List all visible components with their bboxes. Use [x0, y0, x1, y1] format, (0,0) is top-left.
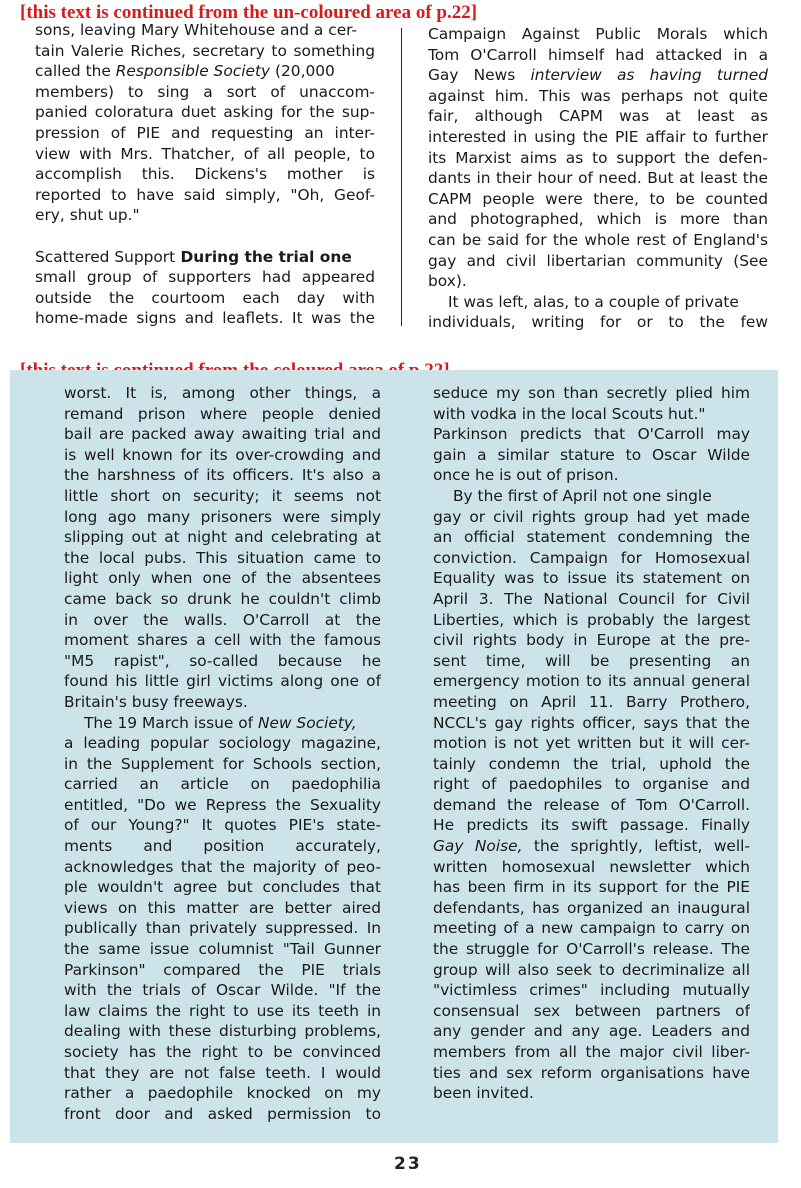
text-line: views on this matter are better aired	[64, 898, 381, 917]
text-segment: the sprightly, leftist, well-	[522, 837, 750, 856]
text-line: of our Young?" It quotes PIE's state-	[64, 816, 381, 835]
text-line: Parkinson" compared the PIE trials	[64, 960, 381, 979]
text-line: conviction. Campaign for Homosexual	[433, 548, 750, 567]
text-line: carried an article on paedophilia	[64, 775, 381, 794]
text-line: small group of supporters had appeared	[35, 268, 375, 287]
top-right-column	[428, 24, 768, 333]
text-line: found his little girl victims along one of	[64, 672, 381, 691]
text-line: box).	[428, 272, 467, 291]
text-line: law claims the right to use its teeth in	[64, 1001, 381, 1020]
text-line: panied coloratura duet asking for the sup-	[35, 103, 375, 122]
text-line	[35, 226, 375, 247]
text-line: ties and sex reform organisations have	[433, 1063, 750, 1082]
italic-title: New Society,	[257, 713, 357, 732]
text-line: seduce my son than secretly plied him	[433, 384, 750, 402]
text-line: meeting on April 11. Barry Prothero,	[433, 692, 750, 711]
text-line: civil rights body in Europe at the pre-	[433, 631, 750, 650]
text-line: ments and position accurately,	[64, 837, 381, 856]
top-left-column	[35, 20, 375, 329]
continuation-note-top: [this text is continued from the un-coloured area of p.22]	[20, 2, 478, 23]
text-line	[35, 247, 375, 268]
text-line: Liberties, which is probably the largest	[433, 610, 750, 629]
text-line: ery, shut up."	[35, 206, 140, 225]
text-line: interested in using the PIE affair to further	[428, 127, 768, 146]
text-line: defendants, has organized an inaugural	[433, 898, 750, 917]
text-line: demand the release of Tom O'Carroll.	[433, 795, 750, 814]
text-line: entitled, "Do we Repress the Sexuality	[64, 795, 381, 814]
text-line: NCCL's gay rights officer, says that the	[433, 713, 750, 732]
text-line: Britain's busy freeways.	[64, 692, 248, 711]
text-line: Tom O'Carroll himself had attacked in a	[428, 45, 768, 64]
text-line: gain a similar stature to Oscar Wilde	[433, 445, 750, 464]
text-line: long ago many prisoners were simply	[64, 507, 381, 526]
text-line: front door and asked permission to	[64, 1104, 381, 1123]
text-line: acknowledges that the majority of peo-	[64, 857, 381, 876]
text-line: "M5 rapist", so-called because he	[64, 651, 381, 670]
text-line: Parkinson predicts that O'Carroll may	[433, 425, 750, 444]
text-line: It was left, alas, to a couple of private	[448, 292, 739, 311]
text-line: dants in their hour of need. But at least the	[428, 169, 768, 188]
text-line: home-made signs and leaflets. It was the	[35, 309, 375, 328]
text-line: moment shares a cell with the famous	[64, 631, 381, 650]
text-line: light only when one of the absentees	[64, 569, 381, 588]
text-line: once he is out of prison.	[433, 466, 619, 485]
text-line: accomplish this. Dickens's mother is	[35, 165, 375, 184]
text-line: fair, although CAPM was at least as	[428, 107, 768, 126]
text-line: sons, leaving Mary Whitehouse and a cer-	[35, 21, 358, 39]
text-line: society has the right to be convinced	[64, 1043, 381, 1061]
text-line: April 3. The National Council for Civil	[433, 589, 750, 608]
text-line: in over the walls. O'Carroll at the	[64, 610, 381, 629]
italic-title: Responsible Society	[115, 62, 271, 81]
text-line: slipping out at night and celebrating at	[64, 528, 381, 547]
text-line: sent time, will be presenting an	[433, 651, 750, 670]
text-line: gay and civil libertarian community (See	[428, 251, 768, 270]
text-line: group will also seek to decriminalize all	[433, 960, 750, 979]
text-line: tainly condemn the trial, uphold the	[433, 754, 750, 773]
text-line: an official statement condemning the	[433, 528, 750, 547]
text-line: individuals, writing for or to the few	[428, 313, 768, 332]
text-line: reported to have said simply, "Oh, Geof-	[35, 185, 375, 204]
italic-title: interview as having turned	[515, 66, 768, 85]
text-line: view with Mrs. Thatcher, of all people, to	[35, 144, 375, 163]
text-line: little short on security; it seems not	[64, 486, 381, 505]
text-line: publically than privately suppressed. In	[64, 919, 381, 938]
text-line: ple wouldn't agree but concludes that	[64, 878, 381, 897]
text-line: outside the courtoom each day with	[35, 288, 375, 307]
text-line: written homosexual newsletter which	[433, 857, 750, 876]
text-line: He predicts its swift passage. Finally	[433, 816, 750, 835]
text-line: rather a paedophile knocked on my	[64, 1084, 381, 1103]
text-line	[35, 61, 375, 82]
text-line: the harshness of its officers. It's also a	[64, 466, 381, 485]
text-line: right of paedophiles to organise and	[433, 775, 750, 794]
bottom-right-column	[433, 383, 750, 1104]
text-line	[433, 836, 750, 857]
text-line: pression of PIE and requesting an inter-	[35, 123, 375, 142]
text-line: consensual sex between partners of	[433, 1001, 750, 1020]
text-line: with vodka in the local Scouts hut."	[433, 404, 706, 423]
text-segment: Scattered Support	[35, 247, 176, 266]
text-line: emergency motion to its annual general	[433, 672, 750, 691]
text-line: motion is not yet written but it will cer-	[433, 734, 750, 753]
text-line: gay or civil rights group had yet made	[433, 507, 750, 526]
page-number: 23	[394, 1154, 422, 1174]
text-line	[64, 713, 381, 734]
text-line: in the Supplement for Schools section,	[64, 754, 381, 773]
text-line: worst. It is, among other things, a	[64, 384, 381, 402]
text-line: can be said for the whole rest of England's	[428, 230, 768, 249]
text-line: against him. This was perhaps not quite	[428, 86, 768, 105]
text-line: the local pubs. This situation came to	[64, 548, 381, 567]
text-line: been invited.	[433, 1084, 534, 1103]
text-line: Campaign Against Public Morals which	[428, 25, 768, 43]
text-segment: Gay News	[428, 66, 516, 85]
text-line: and photographed, which is more than	[428, 210, 768, 229]
text-line: CAPM people were there, to be counted	[428, 189, 768, 208]
text-line: the same issue columnist "Tail Gunner	[64, 940, 381, 959]
text-line: By the first of April not one single	[453, 486, 712, 505]
italic-title: Gay Noise,	[433, 837, 523, 856]
text-line: any gender and any age. Leaders and	[433, 1022, 750, 1041]
text-segment: (20,000	[270, 62, 335, 81]
text-line: a leading popular sociology magazine,	[64, 734, 381, 753]
text-line: members from all the major civil liber-	[433, 1043, 750, 1061]
text-segment: called the	[35, 62, 116, 81]
text-segment: The 19 March issue of	[84, 713, 258, 732]
bottom-left-column	[64, 383, 381, 1124]
text-line: members) to sing a sort of unaccom-	[35, 82, 375, 101]
text-line: remand prison where people denied	[64, 404, 381, 423]
text-line: "victimless crimes" including mutually	[433, 981, 750, 1000]
text-line: dealing with these disturbing problems,	[64, 1022, 381, 1041]
section-heading: During the trial one	[175, 247, 352, 266]
text-line: came back so drunk he couldn't climb	[64, 589, 381, 608]
text-line: is well known for its over-crowding and	[64, 445, 381, 464]
text-line: its Marxist aims as to support the defen-	[428, 148, 768, 167]
text-line: Equality was to issue its statement on	[433, 569, 750, 588]
text-line: the struggle for O'Carroll's release. The	[433, 940, 750, 959]
text-line	[428, 65, 768, 86]
text-line: that they are not false teeth. I would	[64, 1063, 381, 1082]
text-line: with the trials of Oscar Wilde. "If the	[64, 981, 381, 1000]
text-line: bail are packed away awaiting trial and	[64, 425, 381, 444]
text-line: has been firm in its support for the PIE	[433, 878, 750, 897]
column-divider	[401, 28, 402, 326]
text-line: tain Valerie Riches, secretary to something	[35, 41, 375, 60]
text-line: meeting of a new campaign to carry on	[433, 919, 750, 938]
